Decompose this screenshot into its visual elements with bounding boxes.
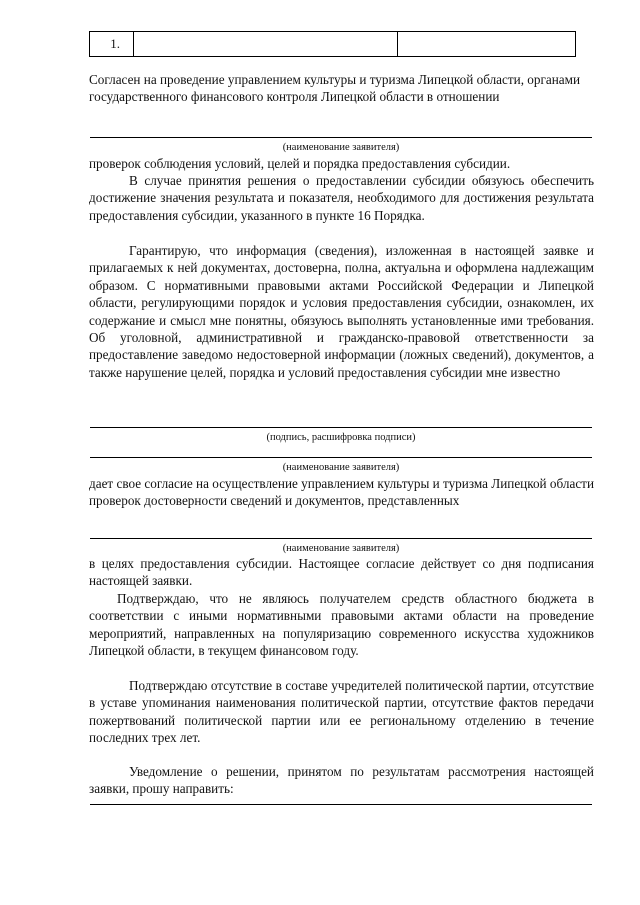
applicant-line bbox=[90, 457, 592, 458]
obligation-paragraph: В случае принятия решения о предоставлении субсидии обязуюсь обеспечить достижение значения результата и показателя, необходимого для достижения результата предоставления субсидии, указанного в пункте 16 Порядка. bbox=[89, 173, 594, 223]
signature-caption: (подпись, расшифровка подписи) bbox=[266, 432, 416, 443]
signature-line bbox=[90, 427, 592, 428]
applicant-caption: (наименование заявителя) bbox=[282, 543, 400, 554]
confirmation-paragraph: Подтверждаю, что не являюсь получателем средств областного бюджета в соответствии с иными нормативными правовыми актами области на проведение мероприятий, направленных на популяризацию современного искусства художников Липецкой области, в текущем финансовом году. bbox=[89, 591, 594, 659]
applicant-line bbox=[90, 538, 592, 539]
notification-paragraph: Уведомление о решении, принятом по результатам рассмотрения настоящей заявки, прошу направить: bbox=[89, 764, 594, 797]
applicant-caption: (наименование заявителя) bbox=[282, 462, 400, 473]
table-row bbox=[89, 31, 576, 57]
table-cell-number: 1. bbox=[90, 32, 134, 56]
consent-paragraph: Согласен на проведение управлением культуры и туризма Липецкой области, органами государственного финансового контроля Липецкой области в отношении bbox=[89, 72, 581, 105]
applicant-caption: (наименование заявителя) bbox=[282, 142, 400, 153]
agreement-paragraph: дает свое согласие на осуществление управлением культуры и туризма Липецкой области проверок достоверности сведений и документов, представленных bbox=[89, 476, 594, 509]
purpose-paragraph: в целях предоставления субсидии. Настоящее согласие действует со дня подписания настоящей заявки. bbox=[89, 556, 594, 589]
table-cell-empty bbox=[134, 32, 398, 56]
applicant-line bbox=[90, 137, 592, 138]
guarantee-paragraph: Гарантирую, что информация (сведения), изложенная в настоящей заявке и прилагаемых к ней документах, достоверна, полна, актуальна и оформлена надлежащим образом. С нормативными правовыми актами Российской Федерации и Липецкой области, регулирующими порядок и условия предоставления субсидии, ознакомлен, их содержание и смысл мне понятны, обязуюсь выполнять установленные ими требования. Об уголовной, административной и гражданско-правовой ответственности за предоставление заведомо недостоверной информации (ложных сведений), документов, а также нарушение целей, порядка и условий предоставления субсидии мне известно bbox=[89, 243, 594, 380]
checks-paragraph: проверок соблюдения условий, целей и порядка предоставления субсидии. bbox=[89, 156, 511, 171]
table-cell-empty bbox=[398, 32, 575, 56]
party-paragraph: Подтверждаю отсутствие в составе учредителей политической партии, отсутствие в уставе упоминания наименования политической партии, отсутствие фактов передачи пожертвований политической партии или ее региональному отделению в течение последних трех лет. bbox=[89, 678, 594, 746]
notification-line bbox=[90, 804, 592, 805]
